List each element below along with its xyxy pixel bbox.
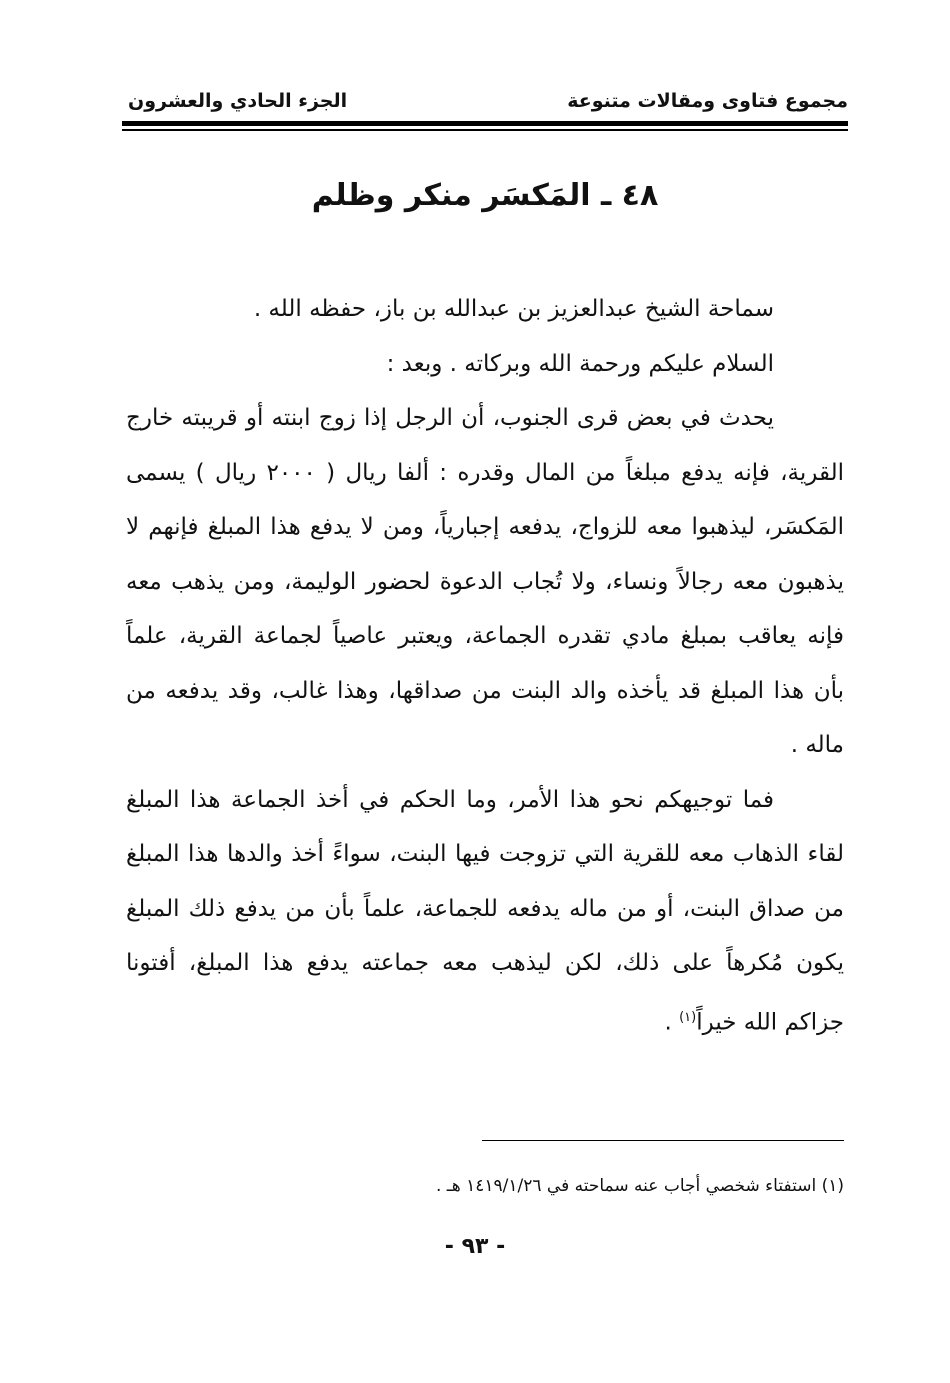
book-title: مجموع فتاوى ومقالات متنوعة — [567, 90, 848, 112]
volume-title: الجزء الحادي والعشرون — [128, 90, 348, 112]
paragraph-2-text: فما توجيهكم نحو هذا الأمر، وما الحكم في أخذ الجماعة هذا المبلغ لقاء الذهاب معه للقرية التي تزوجت فيها البنت، سواءً أخذ والدها هذا المبلغ من صداق البنت، أو من ماله يدفعه للجماعة، علماً بأن من يدفع ذلك المبلغ يكون مُكرهاً على ذلك، لكن ليذهب معه جماعته يدفع هذا المبلغ، أفتونا جزاكم الله خيراً — [126, 786, 844, 1036]
article-title: ٤٨ ـ المَكسَر منكر وظلم — [311, 178, 659, 213]
footnote-marker: (١) — [679, 1009, 697, 1025]
article-body — [126, 282, 844, 1050]
footnote-divider — [482, 1140, 844, 1141]
header-rule-thick — [122, 121, 848, 126]
paragraph-2 — [126, 773, 844, 1050]
greeting-line: السلام عليكم ورحمة الله وبركاته . وبعد : — [386, 350, 774, 377]
footnote: (١) استفتاء شخصي أجاب عنه سماحته في ١٤١٩/١/٢٦ هـ . — [435, 1176, 844, 1196]
salutation-line: سماحة الشيخ عبدالعزيز بن عبدالله بن باز، حفظه الله . — [253, 296, 774, 322]
page-number: - ٩٣ - — [444, 1234, 506, 1259]
header-rule-thin — [122, 129, 848, 131]
paragraph-2-closing: . — [664, 1009, 680, 1036]
running-header — [122, 84, 848, 120]
paragraph-1: يحدث في بعض قرى الجنوب، أن الرجل إذا زوج ابنته أو قريبته خارج القرية، فإنه يدفع مبلغاً من المال وقدره : ألفا ريال ( ٢٠٠٠ ريال ) يسمى المَكسَر، ليذهبوا معه للزواج، يدفعه إجبارياً، ومن لا يدفع هذا المبلغ فإنهم لا يذهبون معه رجالاً ونساء، ولا تُجاب الدعوة لحضور الوليمة، ومن يذهب معه فإنه يعاقب بمبلغ مادي تقدره الجماعة، ويعتبر عاصياً لجماعة القرية، علماً بأن هذا المبلغ قد يأخذه والد البنت من صداقها، وهذا غالب، وقد يدفعه من ماله . — [126, 405, 844, 758]
